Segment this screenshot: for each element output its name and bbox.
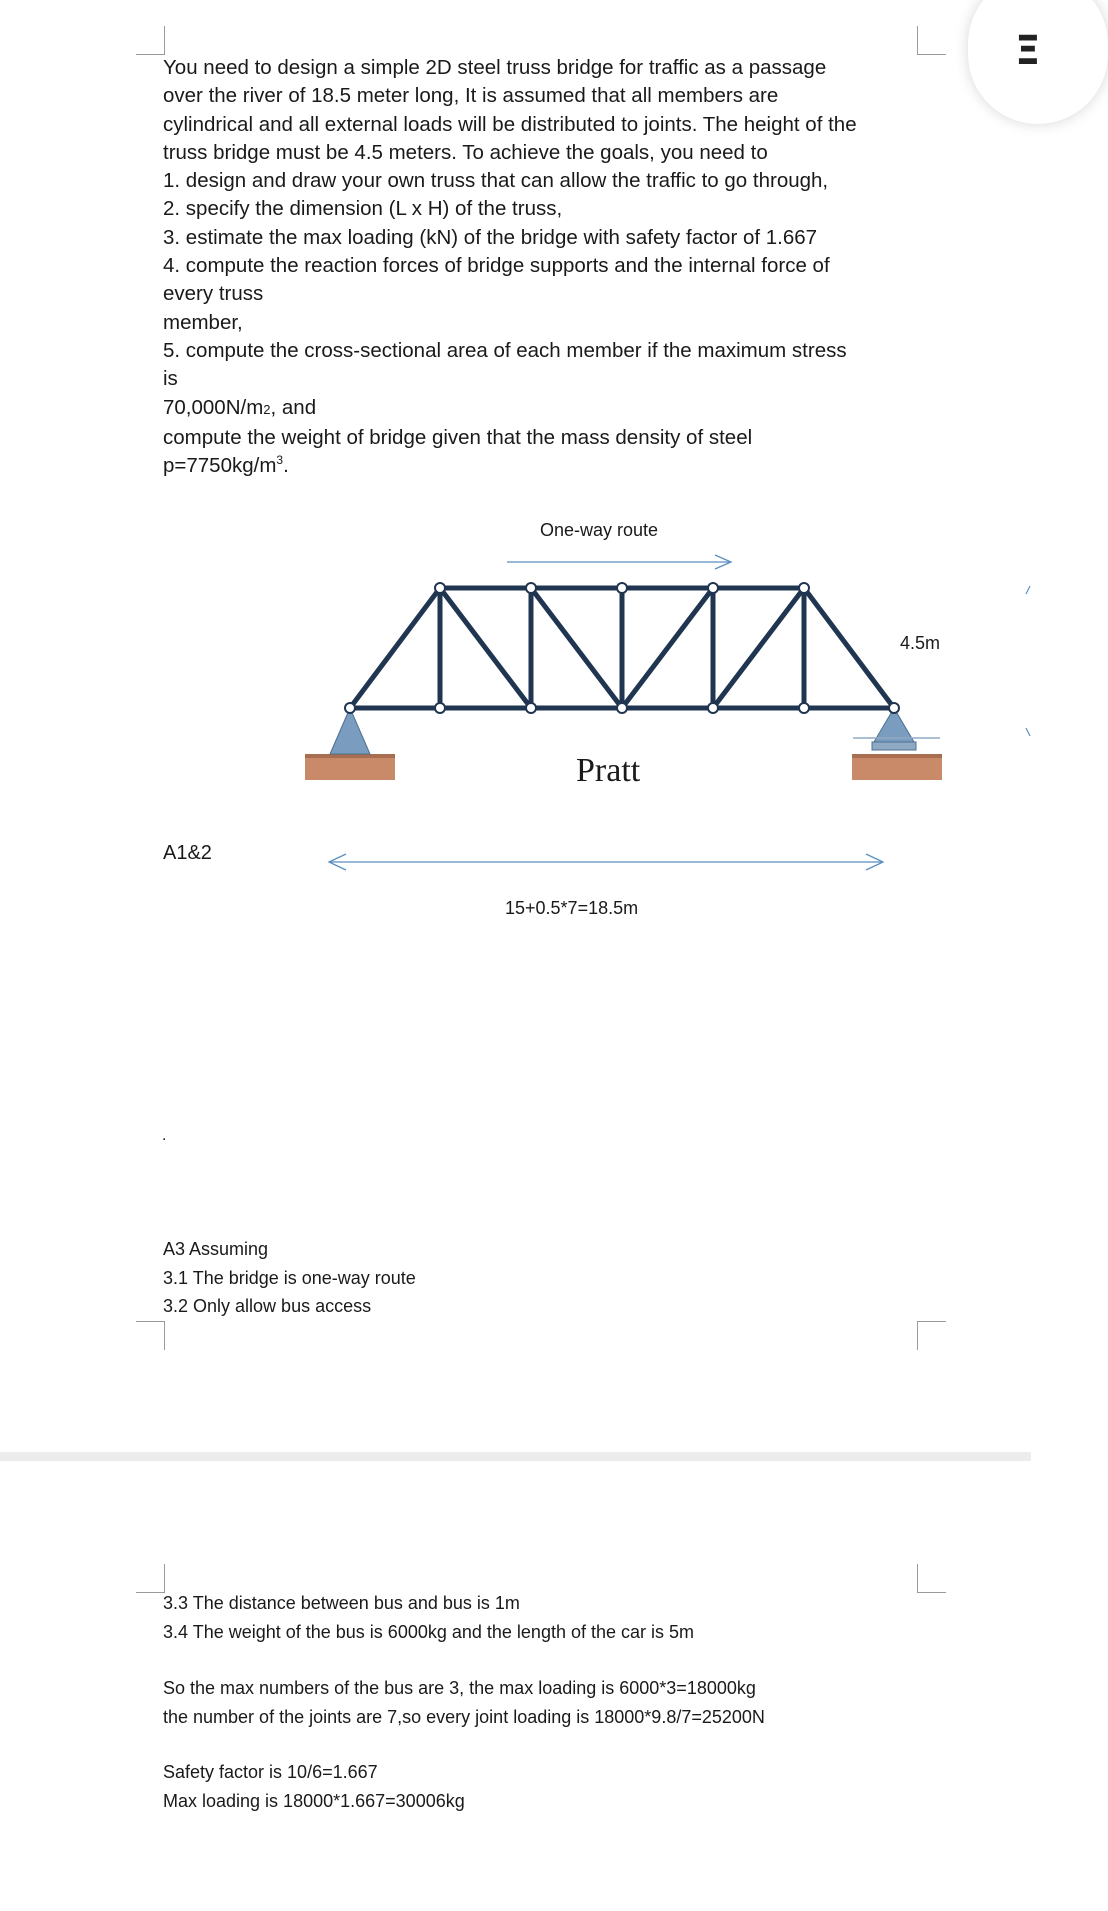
page-corner-mark xyxy=(917,1564,946,1593)
truss-joint xyxy=(889,703,899,713)
truss-members xyxy=(350,588,894,708)
section-label: A1&2 xyxy=(163,842,212,864)
route-label: One-way route xyxy=(540,520,659,540)
density-value: p=7750kg/m xyxy=(163,454,277,478)
right-end-post xyxy=(804,588,894,708)
span-arrow xyxy=(326,852,888,872)
question-line: 4. compute the reaction forces of bridge supports and the internal force of xyxy=(163,254,830,278)
density-line xyxy=(163,452,923,480)
question-line: 2. specify the dimension (L x H) of the truss, xyxy=(163,197,563,221)
stress-exponent: 2 xyxy=(263,401,271,417)
question-line: is xyxy=(163,367,178,391)
question-text xyxy=(163,54,923,480)
truss-joint xyxy=(526,583,536,593)
weight-line: compute the weight of bridge given that the mass density of steel xyxy=(163,425,753,449)
stress-tail: , and xyxy=(270,395,317,419)
truss-joint xyxy=(799,703,809,713)
truss-joint xyxy=(799,583,809,593)
calc-line: So the max numbers of the bus are 3, the max loading is 6000*3=18000kg xyxy=(163,1678,756,1698)
right-ground-top xyxy=(852,754,942,758)
assumptions-continued xyxy=(163,1589,694,1646)
truss-joint xyxy=(708,583,718,593)
truss-type-label: Pratt xyxy=(576,752,641,789)
truss-joint xyxy=(708,703,718,713)
page-corner-mark xyxy=(136,1564,165,1593)
question-line: truss bridge must be 4.5 meters. To achieve the goals, you need to xyxy=(163,140,768,164)
assumption-item: 3.3 The distance between bus and bus is 1m xyxy=(163,1593,520,1613)
assumptions-title: A3 Assuming xyxy=(163,1239,269,1259)
left-end-post xyxy=(350,588,440,708)
truss-joint xyxy=(526,703,536,713)
stress-value: 70,000N/m xyxy=(163,395,264,419)
assumption-item: 3.1 The bridge is one-way route xyxy=(163,1267,416,1288)
truss-joint xyxy=(345,703,355,713)
question-line: member, xyxy=(163,310,243,334)
assumption-item: 3.2 Only allow bus access xyxy=(163,1296,372,1316)
question-line: every truss xyxy=(163,282,264,306)
assumptions-block xyxy=(163,1235,416,1321)
document-page-2 xyxy=(0,1461,1031,1911)
diagonal-member xyxy=(531,588,622,708)
density-exponent: 3 xyxy=(276,453,284,468)
safety-line: Max loading is 18000*1.667=30006kg xyxy=(163,1790,465,1811)
truss-joint xyxy=(435,583,445,593)
question-line: You need to design a simple 2D steel truss bridge for traffic as a passage xyxy=(163,56,827,79)
diagonal-member xyxy=(713,588,804,708)
stress-line xyxy=(163,394,923,424)
span-label: 15+0.5*7=18.5m xyxy=(505,898,639,918)
safety-line: Safety factor is 10/6=1.667 xyxy=(163,1762,378,1782)
question-line: cylindrical and all external loads will be distributed to joints. The height of the xyxy=(163,112,857,136)
truss-joint xyxy=(617,583,627,593)
roller-base xyxy=(872,742,916,750)
diagonal-member xyxy=(622,588,713,708)
diagonal-member xyxy=(440,588,531,708)
edge-fragment xyxy=(1020,570,1040,750)
left-ground-top xyxy=(305,754,395,758)
question-line: 1. design and draw your own truss that can allow the traffic to go through, xyxy=(163,169,829,193)
calc-line: the number of the joints are 7,so every joint loading is 18000*9.8/7=25200N xyxy=(163,1706,765,1727)
page-separator xyxy=(0,1452,1031,1461)
dot-mark: . xyxy=(162,1127,167,1144)
page-corner-mark xyxy=(917,26,946,55)
route-arrow xyxy=(505,554,735,570)
question-line: over the river of 18.5 meter long, It is assumed that all members are xyxy=(163,84,779,108)
density-tail: . xyxy=(283,454,289,478)
page-corner-mark xyxy=(136,1321,165,1350)
load-calculation xyxy=(163,1674,765,1731)
pin-support xyxy=(330,708,370,754)
question-line: 5. compute the cross-sectional area of each member if the maximum stress xyxy=(163,338,847,362)
height-label: 4.5m xyxy=(900,633,941,653)
safety-calculation xyxy=(163,1758,465,1815)
assumption-item: 3.4 The weight of the bus is 6000kg and the length of the car is 5m xyxy=(163,1621,695,1642)
page-corner-mark xyxy=(136,26,165,55)
truss-joint xyxy=(617,703,627,713)
truss-joint xyxy=(435,703,445,713)
page-corner-mark xyxy=(917,1321,946,1350)
question-line: 3. estimate the max loading (kN) of the bridge with safety factor of 1.667 xyxy=(163,225,818,249)
menu-icon: Ξ xyxy=(1015,28,1041,74)
